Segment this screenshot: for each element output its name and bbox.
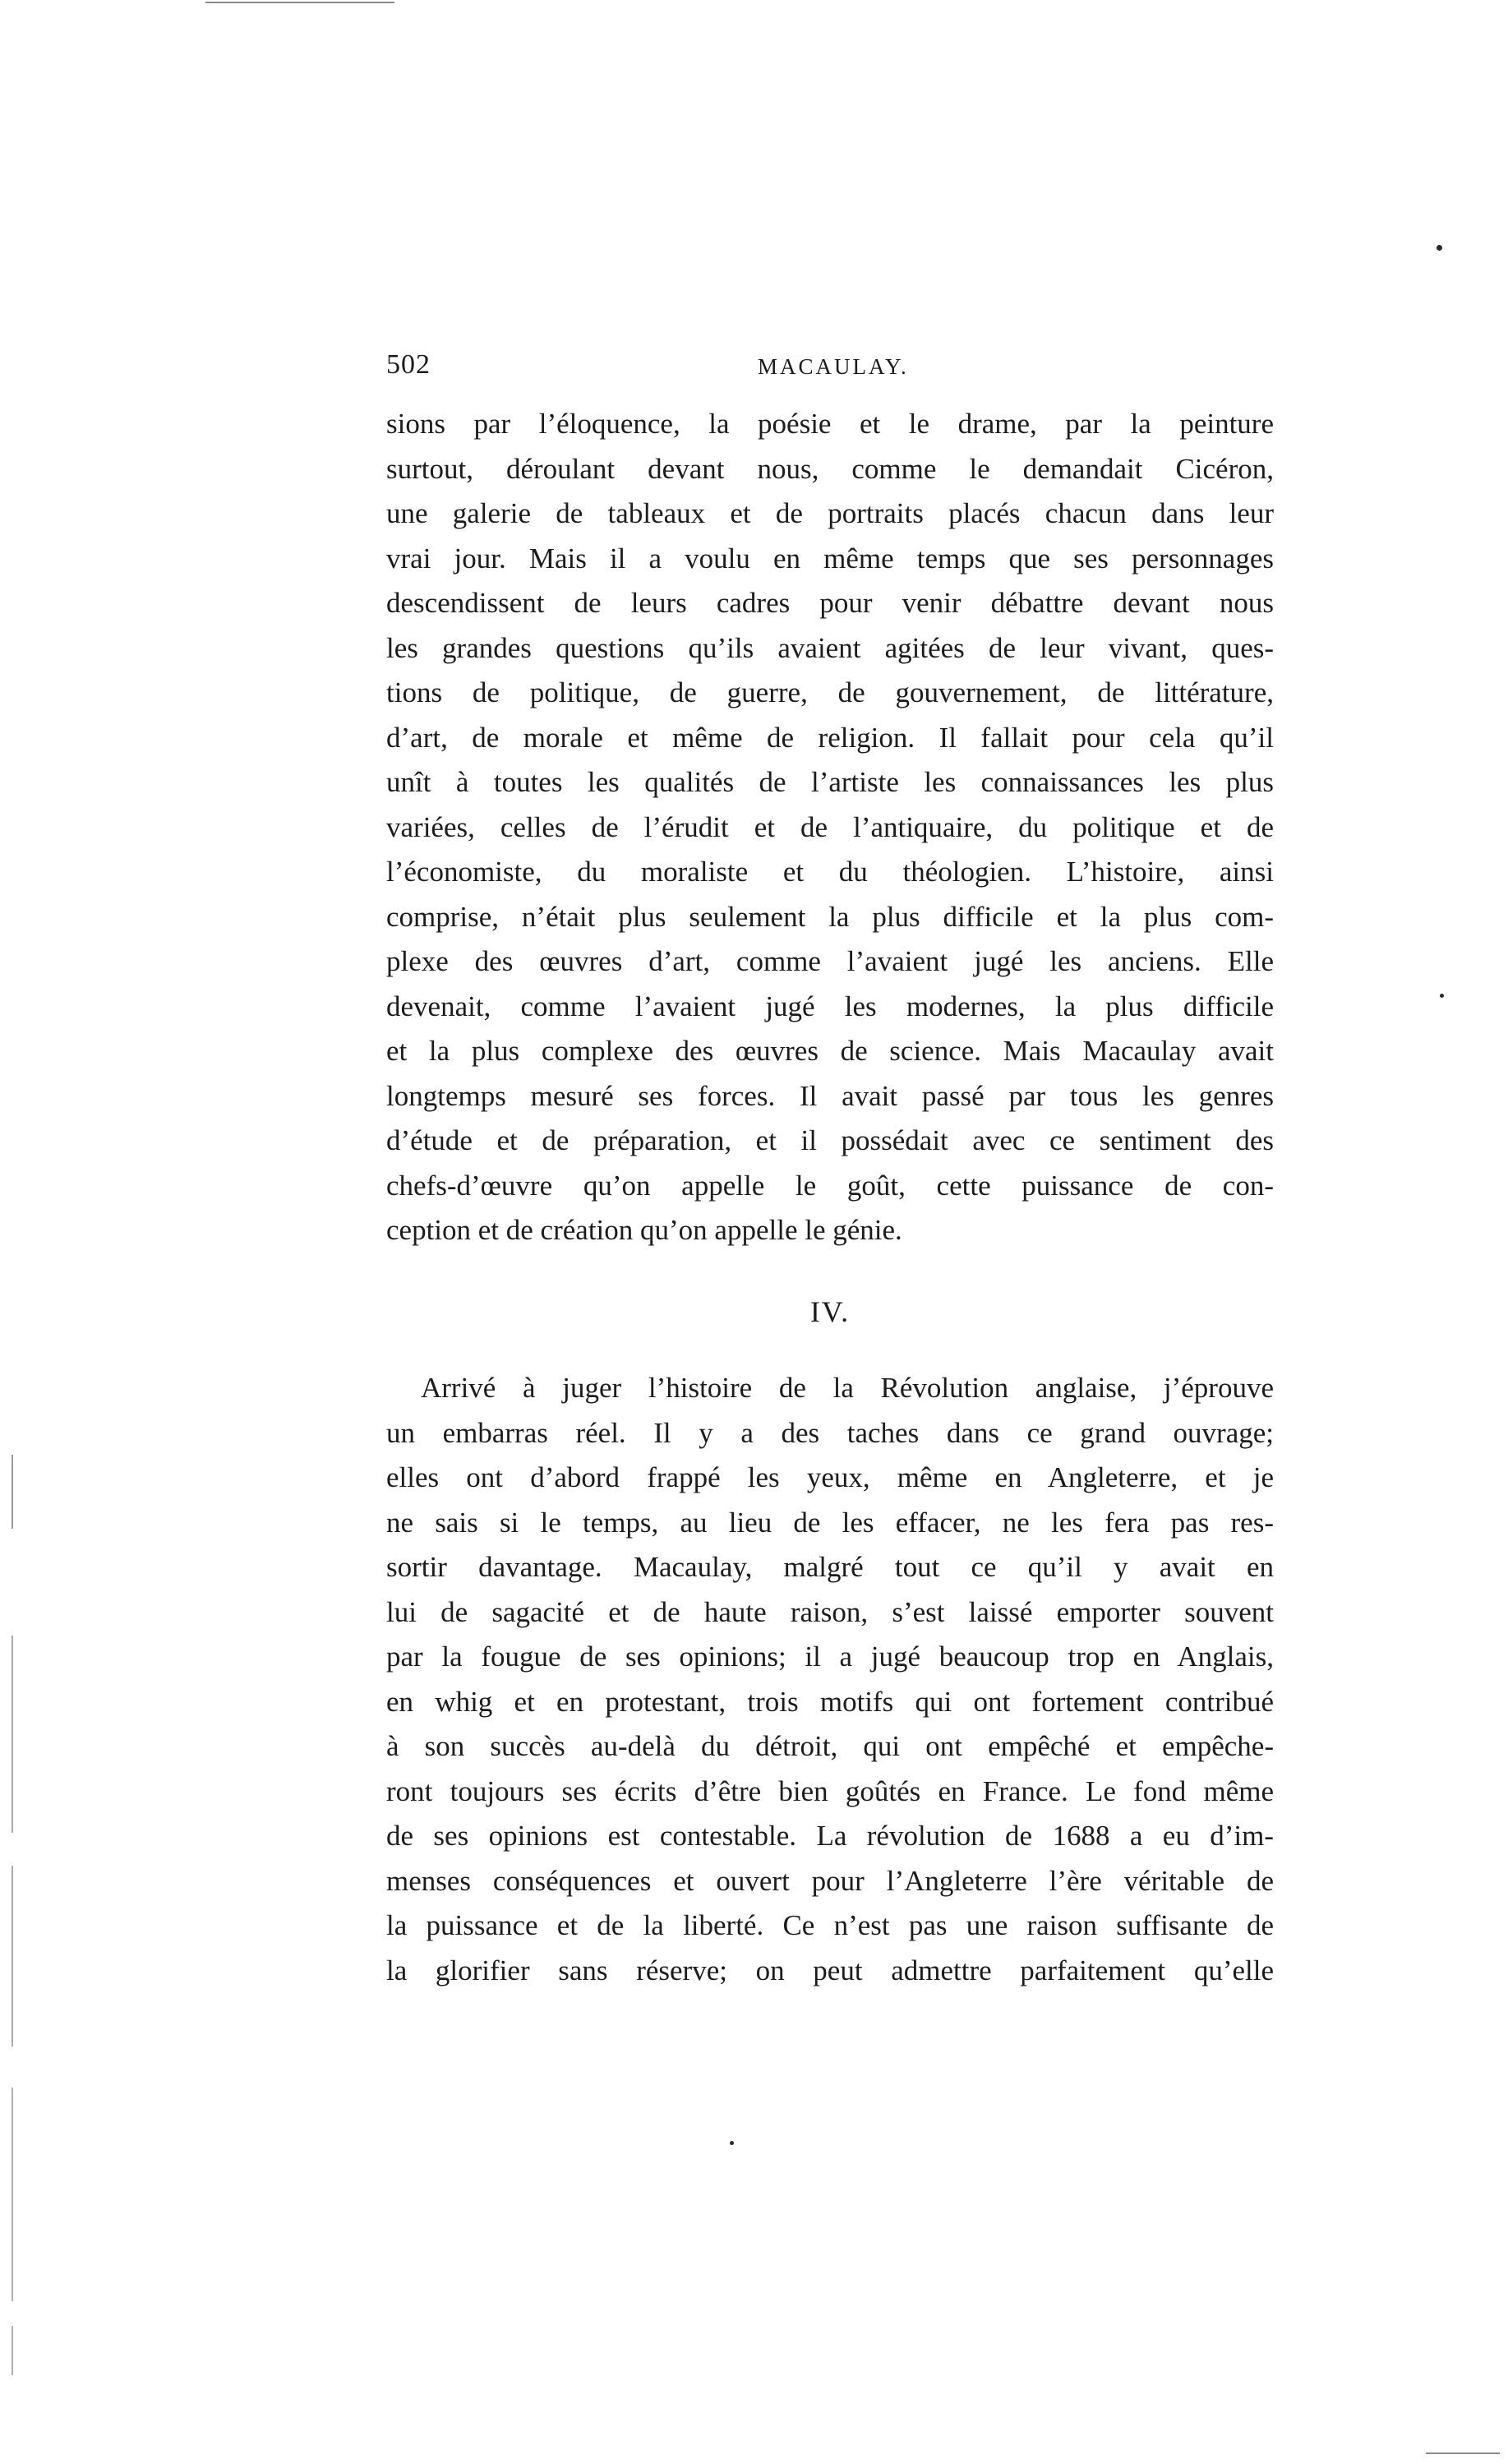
paragraph-continued [386, 402, 1274, 1253]
print-speck [1440, 994, 1444, 998]
text-line: descendissent de leurs cadres pour venir débattre devant nous [386, 587, 1274, 619]
margin-mark [12, 1636, 13, 1833]
text-line: l’économiste, du moraliste et du théologien. L’histoire, ainsi [386, 856, 1274, 888]
text-line: et la plus complexe des œuvres de science. Mais Macaulay avait [386, 1035, 1274, 1067]
paragraph [386, 1366, 1274, 1993]
text-line: comprise, n’était plus seulement la plus difficile et la plus com- [386, 900, 1274, 933]
margin-mark [12, 2088, 13, 2301]
text-line: plexe des œuvres d’art, comme l’avaient jugé les anciens. Elle [386, 945, 1274, 977]
text-line: sortir davantage. Macaulay, malgré tout ce qu’il y avait en [386, 1551, 1274, 1583]
text-line: à son succès au-delà du détroit, qui ont empêché et empêche- [386, 1730, 1274, 1762]
running-head [386, 349, 1274, 390]
top-edge-rule [205, 2, 394, 3]
bottom-edge-rule [1426, 2452, 1500, 2454]
text-line: vrai jour. Mais il a voulu en même temps que ses personnages [386, 542, 1274, 574]
text-line: variées, celles de l’érudit et de l’antiquaire, du politique et de [386, 810, 1274, 843]
text-line: unît à toutes les qualités de l’artiste les connaissances les plus [386, 766, 1274, 798]
text-line: d’art, de morale et même de religion. Il fallait pour cela qu’il [386, 721, 1274, 754]
print-speck [1437, 245, 1442, 251]
text-line: elles ont d’abord frappé les yeux, même en Angleterre, et je [386, 1461, 1274, 1493]
text-line: sions par l’éloquence, la poésie et le drame, par la peinture [386, 408, 1274, 440]
text-line: devenait, comme l’avaient jugé les modernes, la plus difficile [386, 990, 1274, 1022]
print-speck [730, 2141, 734, 2145]
text-line: menses conséquences et ouvert pour l’Angleterre l’ère véritable de [386, 1864, 1274, 1897]
text-line: d’étude et de préparation, et il possédait avec ce sentiment des [386, 1124, 1274, 1156]
text-line: la glorifier sans réserve; on peut admettre parfaitement qu’elle [386, 1954, 1274, 1986]
text-line: lui de sagacité et de haute raison, s’est laissé emporter souvent [386, 1595, 1274, 1628]
text-line: longtemps mesuré ses forces. Il avait passé par tous les genres [386, 1079, 1274, 1112]
text-line: surtout, déroulant devant nous, comme le demandait Cicéron, [386, 452, 1274, 485]
text-line: par la fougue de ses opinions; il a jugé beaucoup trop en Anglais, [386, 1640, 1274, 1673]
text-line: chefs-d’œuvre qu’on appelle le goût, cette puissance de con- [386, 1169, 1274, 1202]
margin-mark [12, 1866, 13, 2046]
section-heading: IV. [809, 1295, 851, 1328]
text-line: tions de politique, de guerre, de gouvernement, de littérature, [386, 676, 1274, 708]
margin-mark [12, 1455, 13, 1529]
text-line: la puissance et de la liberté. Ce n’est pas une raison suffisante de [386, 1909, 1274, 1941]
text-line: Arrivé à juger l’histoire de la Révolution anglaise, j’éprouve [421, 1372, 1274, 1404]
text-line: ception et de création qu’on appelle le génie. [386, 1214, 902, 1246]
margin-mark [12, 2326, 13, 2375]
text-line: ne sais si le temps, au lieu de les effacer, ne les fera pas res- [386, 1506, 1274, 1539]
text-line: ront toujours ses écrits d’être bien goûtés en France. Le fond même [386, 1774, 1274, 1807]
text-line: en whig et en protestant, trois motifs qui ont fortement contribué [386, 1685, 1274, 1718]
text-line: les grandes questions qu’ils avaient agitées de leur vivant, ques- [386, 631, 1274, 664]
text-line: de ses opinions est contestable. La révolution de 1688 a eu d’im- [386, 1820, 1274, 1852]
running-title: MACAULAY. [758, 354, 909, 379]
text-line: une galerie de tableaux et de portraits placés chacun dans leur [386, 497, 1274, 529]
text-line: un embarras réel. Il y a des taches dans ce grand ouvrage; [386, 1416, 1274, 1449]
page-number: 502 [386, 349, 431, 380]
